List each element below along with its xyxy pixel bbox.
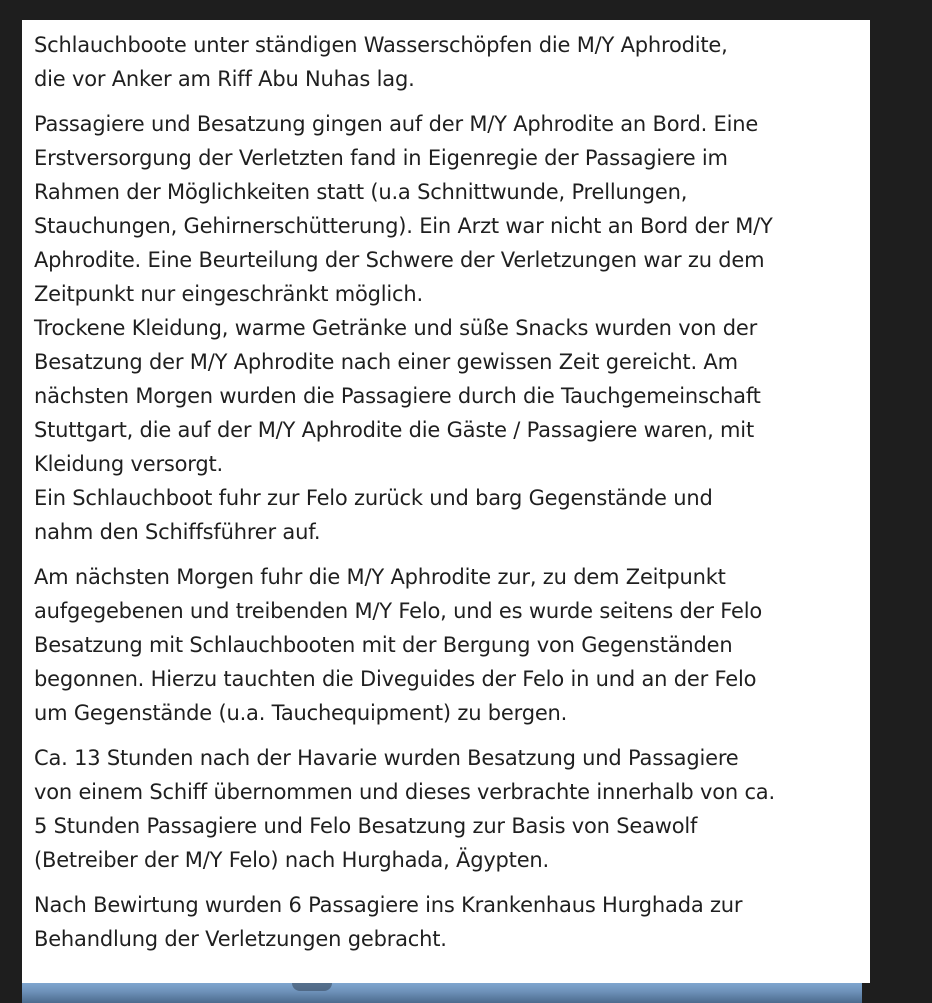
- image-preview-strip: [22, 983, 862, 1003]
- paragraph-3: Am nächsten Morgen fuhr die M/Y Aphrodite zur, zu dem Zeitpunkt aufgegebenen und treibenden M/Y Felo, und es wurde seitens der Felo Besatzung mit Schlauchbooten mit der Bergung von Gegenständen begonnen. Hierzu tauchten die Diveguides der Felo in und an der Felo um Gegenstände (u.a. Tauchequipment) zu bergen.: [34, 565, 762, 725]
- paragraph-5: Nach Bewirtung wurden 6 Passagiere ins Krankenhaus Hurghada zur Behandlung der Verletzungen gebracht.: [34, 893, 743, 951]
- paragraph-4: Ca. 13 Stunden nach der Havarie wurden Besatzung und Passagiere von einem Schiff übernommen und dieses verbrachte innerhalb von ca. 5 Stunden Passagiere und Felo Besatzung zur Basis von Seawolf (Betreiber der M/Y Felo) nach Hurghada, Ägypten.: [34, 746, 775, 872]
- image-preview-shape: [292, 983, 332, 991]
- document-body: [34, 28, 854, 967]
- paragraph-1: Schlauchboote unter ständigen Wasserschöpfen die M/Y Aphrodite, die vor Anker am Riff Abu Nuhas lag.: [34, 33, 728, 91]
- document-panel: [22, 20, 870, 983]
- paragraph-2: Passagiere und Besatzung gingen auf der M/Y Aphrodite an Bord. Eine Erstversorgung der Verletzten fand in Eigenregie der Passagiere im Rahmen der Möglichkeiten statt (u.a Schnittwunde, Prellungen, Stauchungen, Gehirnerschütterung). Ein Arzt war nicht an Bord der M/Y Aphrodite. Eine Beurteilung der Schwere der Verletzungen war zu dem Zeitpunkt nur eingeschränkt möglich. Trockene Kleidung, warme Getränke und süße Snacks wurden von der Besatzung der M/Y Aphrodite nach einer gewissen Zeit gereicht. Am nächsten Morgen wurden die Passagiere durch die Tauchgemeinschaft Stuttgart, die auf der M/Y Aphrodite die Gäste / Passagiere waren, mit Kleidung versorgt. Ein Schlauchboot fuhr zur Felo zurück und barg Gegenstände und nahm den Schiffsführer auf.: [34, 112, 773, 544]
